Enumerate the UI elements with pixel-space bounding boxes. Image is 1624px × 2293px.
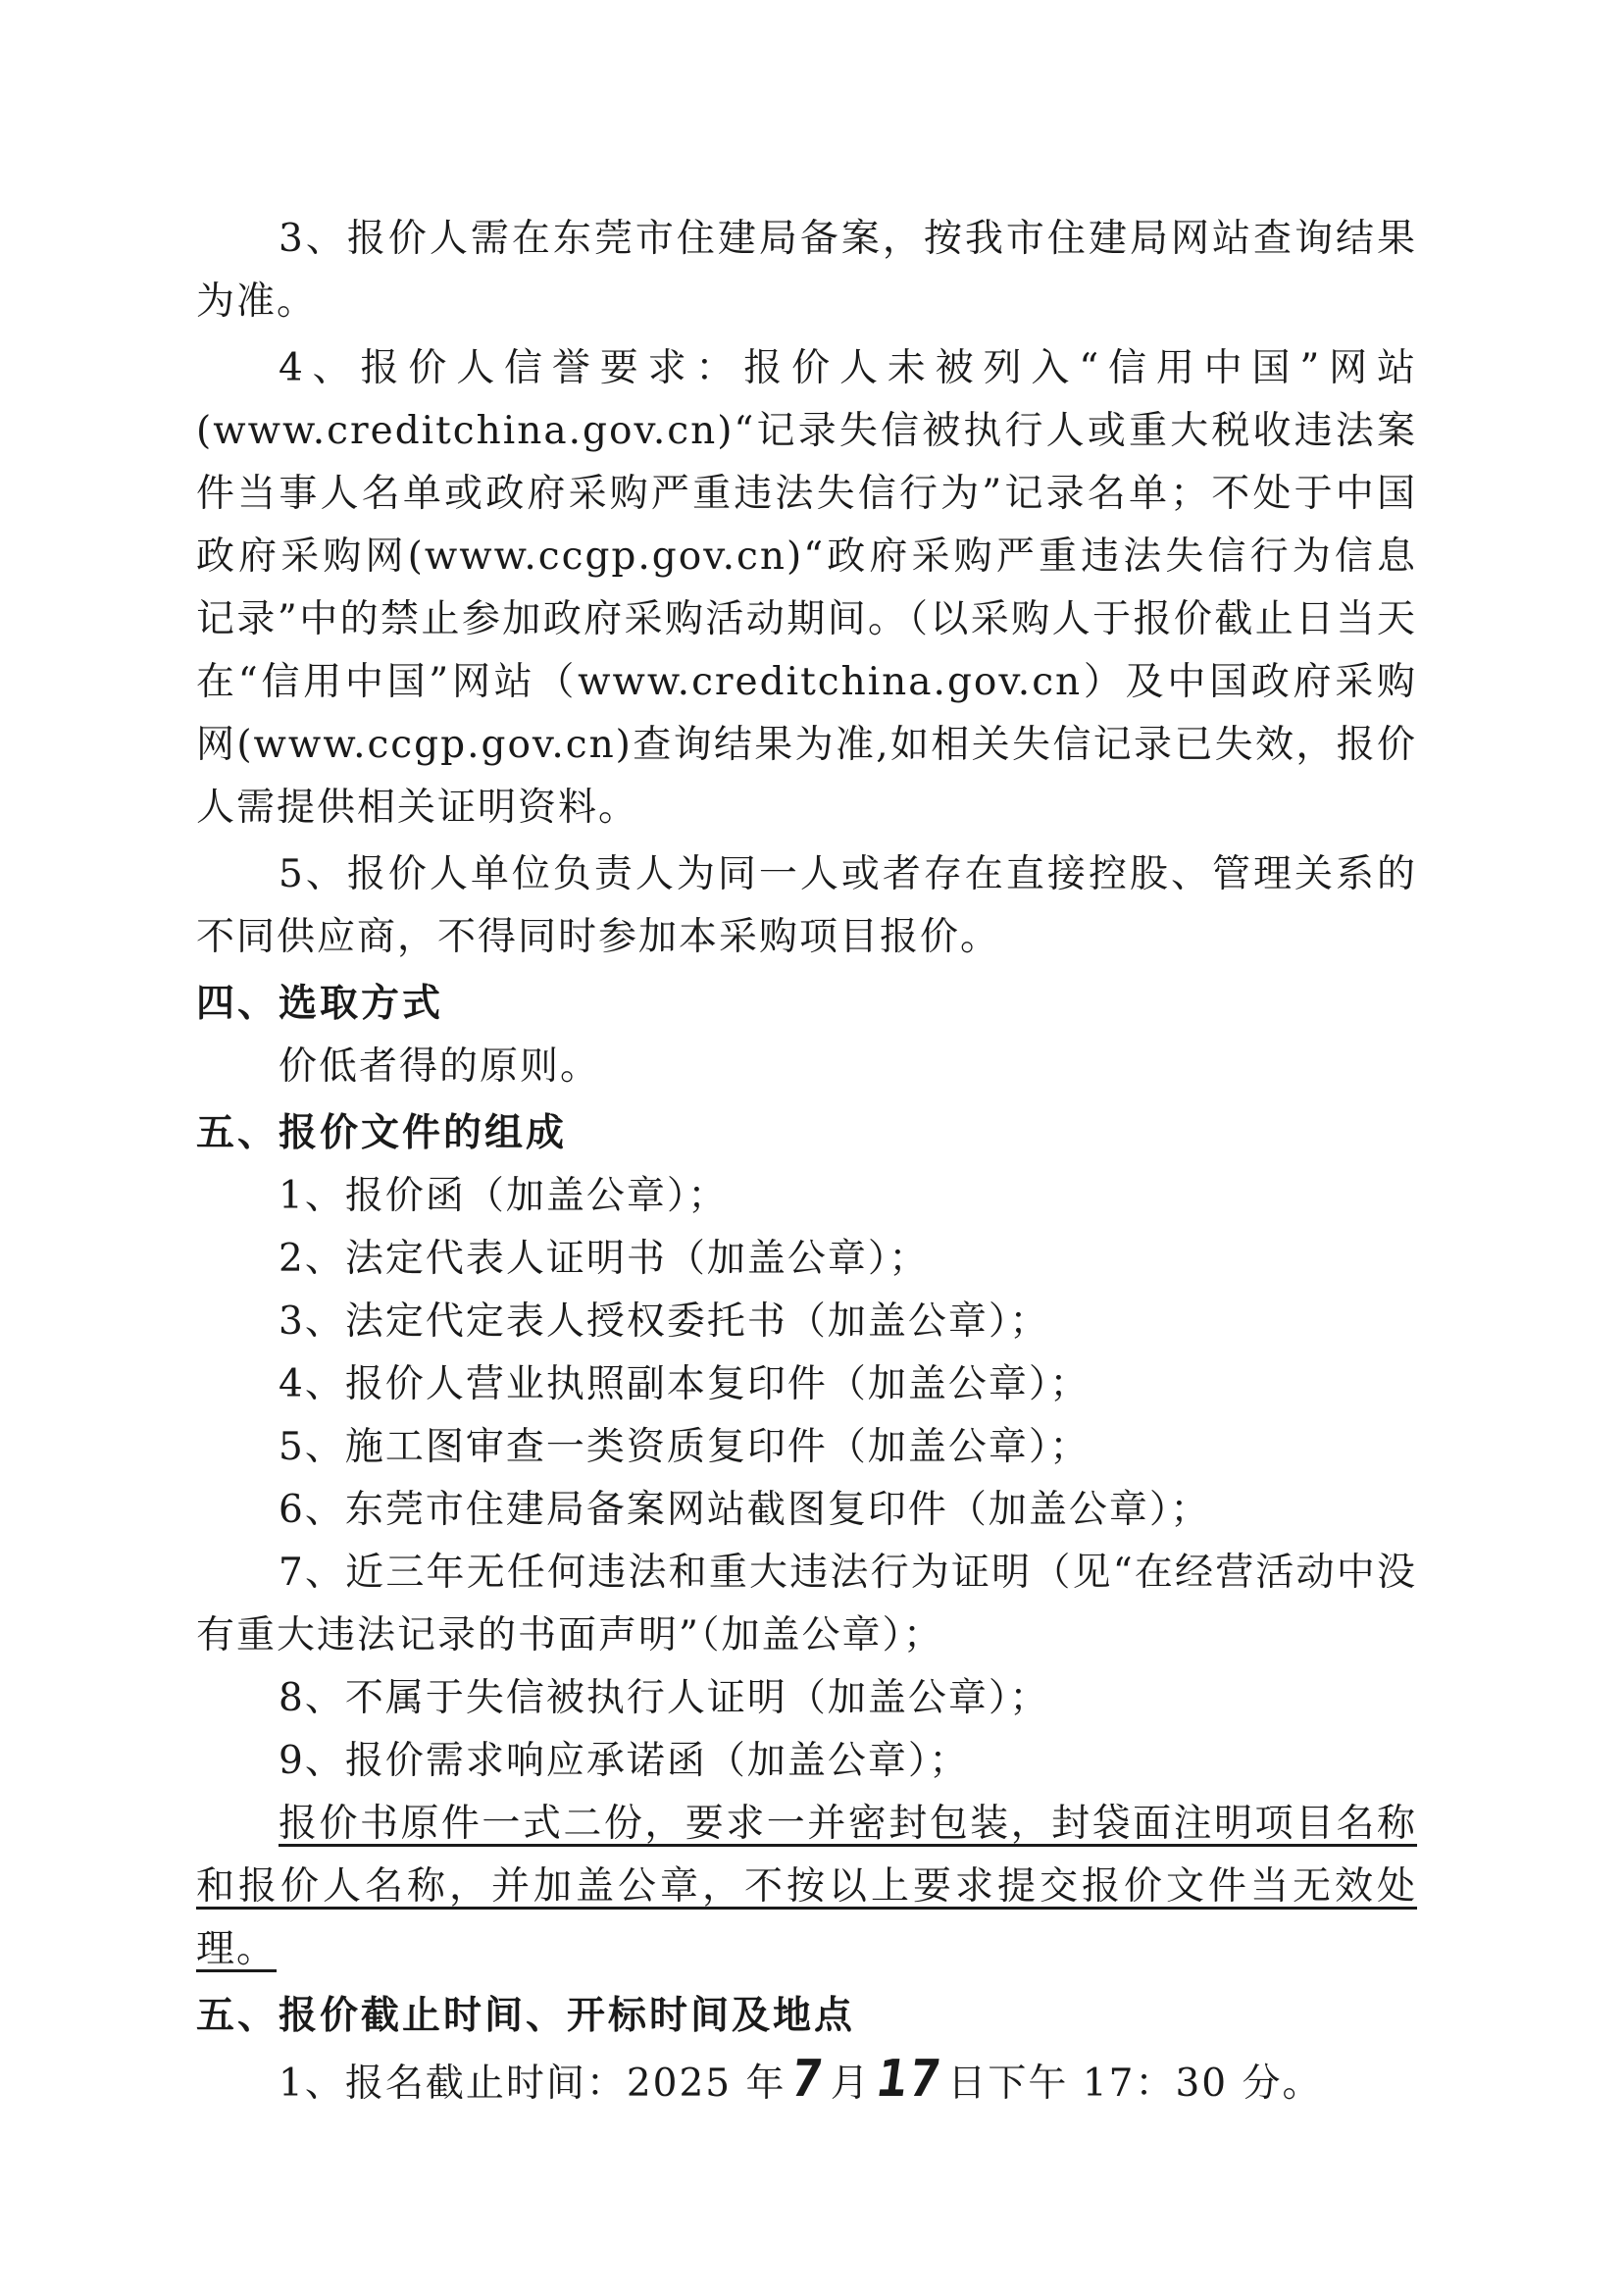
deadline-line: [196, 2048, 1417, 2115]
section-heading-documents: 五、报价文件的组成: [196, 1111, 568, 1155]
document-list-item: 9、报价需求响应承诺函（加盖公章）；: [279, 1739, 970, 1783]
document-list-item: 6、东莞市住建局备案网站截图复印件（加盖公章）；: [279, 1488, 1211, 1532]
handwritten-month: 7: [787, 2050, 829, 2109]
selection-method-text: 价低者得的原则。: [279, 1045, 601, 1089]
document-list-item: 8、不属于失信被执行人证明（加盖公章）；: [279, 1676, 1050, 1720]
paragraph-item-3: 3、报价人需在东莞市住建局备案，按我市住建局网站查询结果为准。: [196, 217, 1417, 324]
document-list-item: 2、法定代表人证明书（加盖公章）；: [279, 1237, 930, 1281]
document-list-item: 3、法定代定表人授权委托书（加盖公章）；: [279, 1299, 1050, 1344]
document-list-item: 4、报价人营业执照副本复印件（加盖公章）；: [279, 1362, 1091, 1406]
month-unit: 月: [830, 2062, 871, 2106]
paragraph-item-5: 5、报价人单位负责人为同一人或者存在直接控股、管理关系的不同供应商，不得同时参加本采购项目报价。: [196, 852, 1417, 959]
document-list-item: 5、施工图审查一类资质复印件（加盖公章）；: [279, 1425, 1091, 1469]
deadline-suffix: 日下午 17：30 分。: [947, 2062, 1323, 2106]
handwritten-day: 17: [872, 2050, 946, 2109]
paragraph-item-4: 4、报价人信誉要求：报价人未被列入“信用中国”网站(www.creditchina.gov.cn)“记录失信被执行人或重大税收违法案件当事人名单或政府采购严重违法失信行为”记录名单；不处于中国政府采购网(www.ccgp.gov.cn)“政府采购严重违法失信行为信息记录”中的禁止参加政府采购活动期间。（以采购人于报价截止日当天在“信用中国”网站（www.creditchina.gov.cn）及中国政府采购网(www.ccgp.gov.cn)查询结果为准,如相关失信记录已失效，报价人需提供相关证明资料。: [196, 346, 1417, 830]
section-heading-selection: 四、选取方式: [196, 982, 444, 1026]
deadline-prefix: 1、报名截止时间：2025 年: [279, 2062, 787, 2106]
document-list-item: 7、近三年无任何违法和重大违法行为证明（见“在经营活动中没有重大违法记录的书面声明”（加盖公章）；: [196, 1551, 1417, 1657]
sealing-requirement-note: [196, 1793, 1417, 1981]
section-heading-deadline: 五、报价截止时间、开标时间及地点: [196, 1994, 856, 2038]
document-body: [196, 208, 1417, 2115]
document-list-item: 1、报价函（加盖公章）；: [279, 1174, 729, 1218]
sealing-requirement-text: 报价书原件一式二份，要求一并密封包装，封袋面注明项目名称和报价人名称，并加盖公章，不按以上要求提交报价文件当无效处理。: [196, 1802, 1417, 1971]
